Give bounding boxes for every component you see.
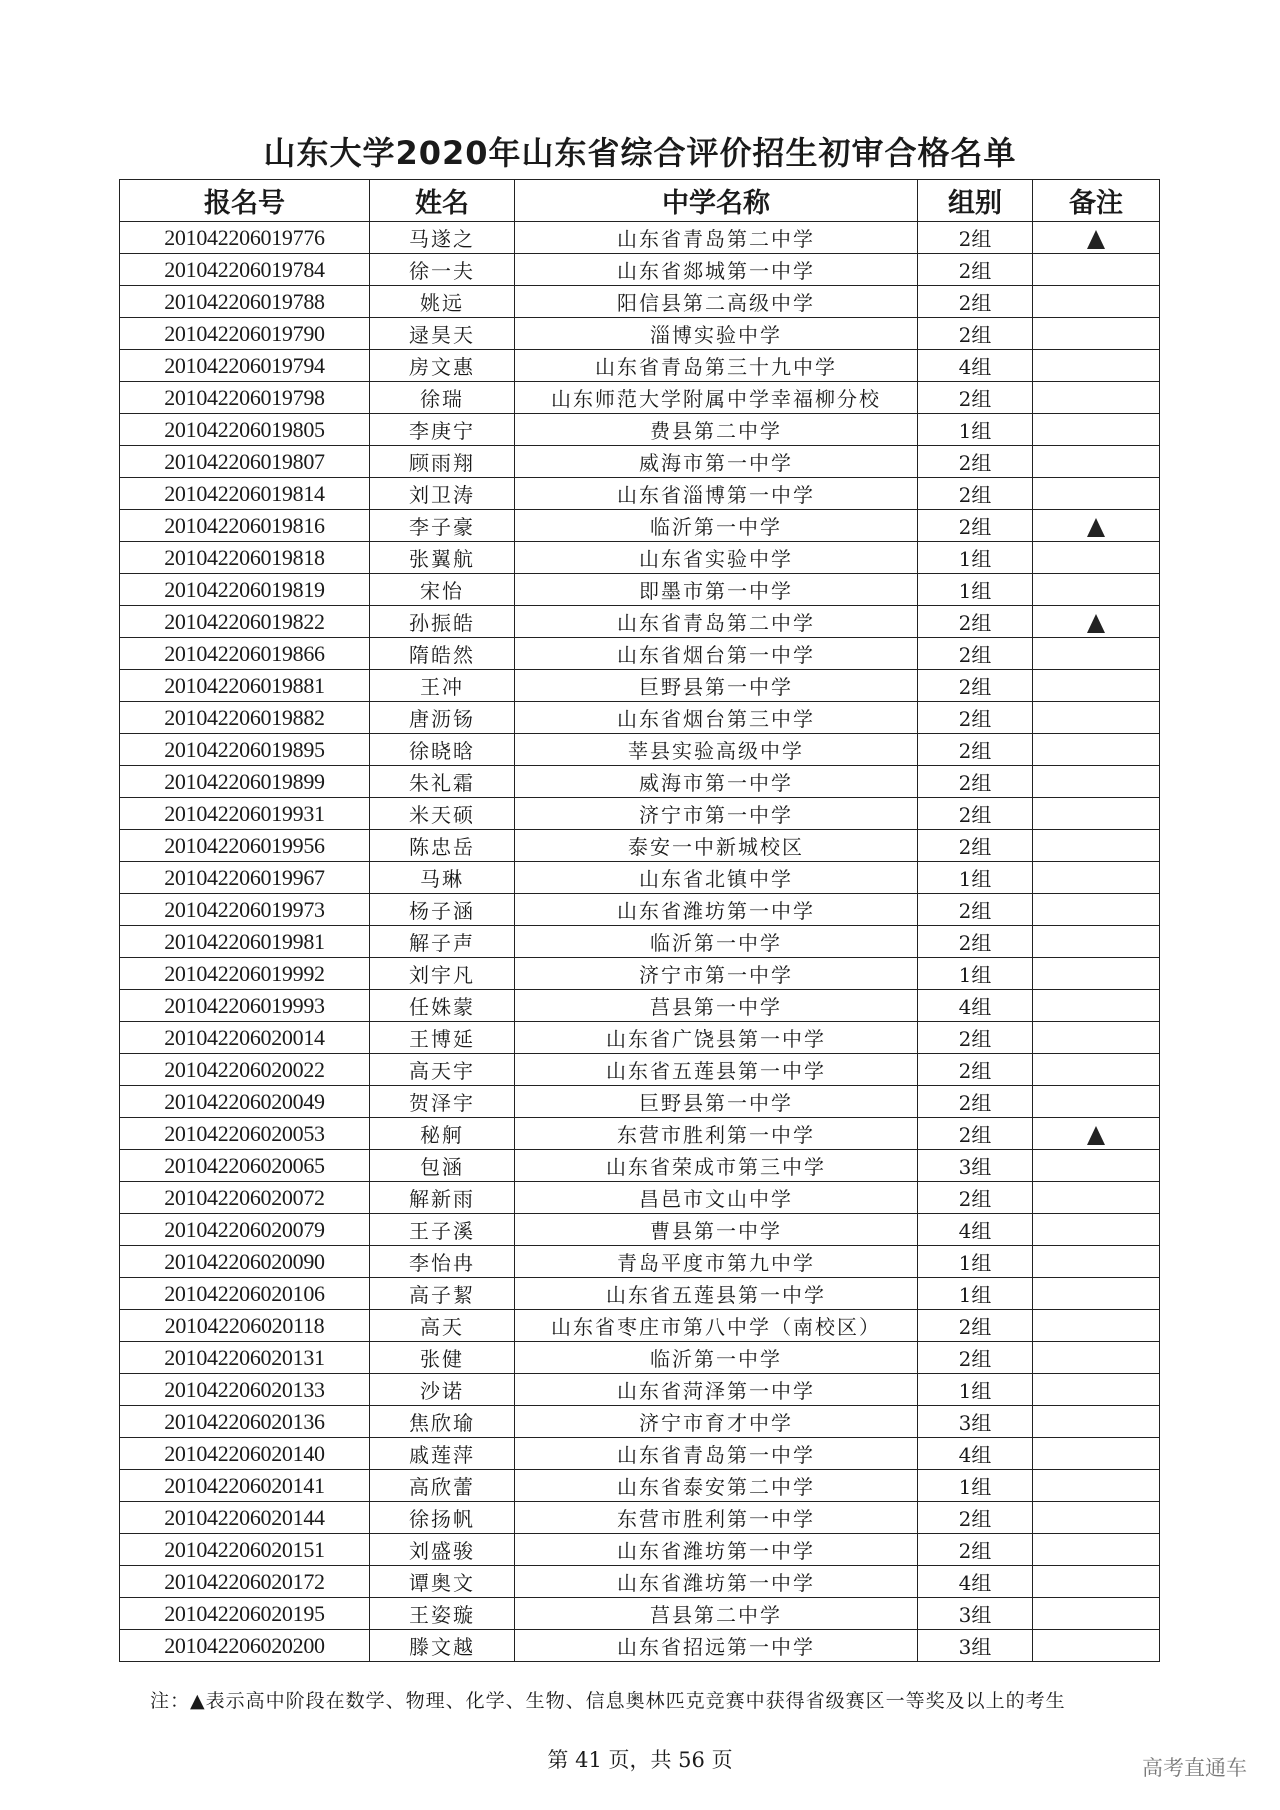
remark-cell (1033, 990, 1160, 1022)
remark-cell (1033, 1246, 1160, 1278)
school-cell: 即墨市第一中学 (515, 574, 918, 606)
group-cell: 2组 (918, 478, 1033, 510)
school-cell: 山东省烟台第三中学 (515, 702, 918, 734)
school-cell: 山东省五莲县第一中学 (515, 1054, 918, 1086)
registration-number-cell: 201042206020131 (120, 1342, 370, 1374)
school-cell: 山东省郯城第一中学 (515, 254, 918, 286)
registration-number-cell: 201042206019895 (120, 734, 370, 766)
name-cell: 高天 (370, 1310, 515, 1342)
remark-cell (1033, 638, 1160, 670)
group-cell: 1组 (918, 414, 1033, 446)
remark-cell (1033, 414, 1160, 446)
group-cell: 1组 (918, 574, 1033, 606)
remark-cell (1033, 318, 1160, 350)
remark-cell (1033, 1566, 1160, 1598)
registration-number-cell: 201042206019992 (120, 958, 370, 990)
school-cell: 山东省实验中学 (515, 542, 918, 574)
group-cell: 3组 (918, 1406, 1033, 1438)
group-cell: 2组 (918, 382, 1033, 414)
remark-cell (1033, 926, 1160, 958)
remark-cell (1033, 1182, 1160, 1214)
remark-cell (1033, 734, 1160, 766)
registration-number-cell: 201042206019807 (120, 446, 370, 478)
registration-number-cell: 201042206019819 (120, 574, 370, 606)
school-cell: 山东省潍坊第一中学 (515, 1534, 918, 1566)
group-cell: 2组 (918, 1342, 1033, 1374)
table-row (120, 1630, 1160, 1662)
group-cell: 1组 (918, 1246, 1033, 1278)
group-cell: 1组 (918, 1278, 1033, 1310)
group-cell: 2组 (918, 510, 1033, 542)
group-cell: 2组 (918, 798, 1033, 830)
table-row (120, 894, 1160, 926)
table-row (120, 670, 1160, 702)
registration-number-cell: 201042206019882 (120, 702, 370, 734)
registration-number-cell: 201042206019822 (120, 606, 370, 638)
name-cell: 姚远 (370, 286, 515, 318)
school-cell: 济宁市育才中学 (515, 1406, 918, 1438)
registration-number-cell: 201042206020195 (120, 1598, 370, 1630)
school-cell: 山东省青岛第二中学 (515, 222, 918, 254)
remark-cell (1033, 350, 1160, 382)
group-cell: 2组 (918, 926, 1033, 958)
remark-cell (1033, 574, 1160, 606)
name-cell: 解新雨 (370, 1182, 515, 1214)
school-cell: 临沂第一中学 (515, 510, 918, 542)
remark-cell (1033, 830, 1160, 862)
group-cell: 2组 (918, 830, 1033, 862)
group-cell: 4组 (918, 1214, 1033, 1246)
table-row (120, 766, 1160, 798)
document-title: 山东大学2020年山东省综合评价招生初审合格名单 (263, 134, 1017, 172)
name-cell: 刘宇凡 (370, 958, 515, 990)
registration-number-cell: 201042206020140 (120, 1438, 370, 1470)
award-triangle-icon (1087, 614, 1105, 633)
name-cell: 徐晓晗 (370, 734, 515, 766)
school-cell: 山东省广饶县第一中学 (515, 1022, 918, 1054)
group-cell: 4组 (918, 990, 1033, 1022)
name-cell: 张健 (370, 1342, 515, 1374)
name-cell: 徐瑞 (370, 382, 515, 414)
name-cell: 宋怡 (370, 574, 515, 606)
school-cell: 山东省菏泽第一中学 (515, 1374, 918, 1406)
remark-cell (1033, 1054, 1160, 1086)
school-cell: 山东省青岛第三十九中学 (515, 350, 918, 382)
registration-number-cell: 201042206020065 (120, 1150, 370, 1182)
remark-cell (1033, 670, 1160, 702)
name-cell: 谭奥文 (370, 1566, 515, 1598)
name-cell: 解子声 (370, 926, 515, 958)
remark-cell (1033, 542, 1160, 574)
school-cell: 昌邑市文山中学 (515, 1182, 918, 1214)
watermark: 高考直通车 (1142, 1756, 1247, 1780)
school-cell: 巨野县第一中学 (515, 670, 918, 702)
remark-cell (1033, 1502, 1160, 1534)
remark-cell (1033, 382, 1160, 414)
registration-number-cell: 201042206020133 (120, 1374, 370, 1406)
table-row (120, 446, 1160, 478)
name-cell: 沙诺 (370, 1374, 515, 1406)
group-cell: 2组 (918, 670, 1033, 702)
school-cell: 巨野县第一中学 (515, 1086, 918, 1118)
table-row (120, 1086, 1160, 1118)
group-cell: 2组 (918, 1054, 1033, 1086)
school-cell: 莒县第二中学 (515, 1598, 918, 1630)
registration-number-cell: 201042206020090 (120, 1246, 370, 1278)
registration-number-cell: 201042206020106 (120, 1278, 370, 1310)
group-cell: 3组 (918, 1598, 1033, 1630)
remark-cell (1033, 958, 1160, 990)
school-cell: 山东省荣成市第三中学 (515, 1150, 918, 1182)
table-row (120, 1054, 1160, 1086)
name-cell: 高欣蕾 (370, 1470, 515, 1502)
name-cell: 隋皓然 (370, 638, 515, 670)
registration-number-cell: 201042206019866 (120, 638, 370, 670)
group-cell: 1组 (918, 862, 1033, 894)
table-row (120, 1022, 1160, 1054)
school-cell: 临沂第一中学 (515, 1342, 918, 1374)
name-cell: 包涵 (370, 1150, 515, 1182)
table-row (120, 510, 1160, 542)
name-cell: 马遂之 (370, 222, 515, 254)
name-cell: 顾雨翔 (370, 446, 515, 478)
remark-cell (1033, 1118, 1160, 1150)
remark-cell (1033, 1406, 1160, 1438)
table-row (120, 318, 1160, 350)
registration-number-cell: 201042206020053 (120, 1118, 370, 1150)
table-row (120, 1534, 1160, 1566)
group-cell: 2组 (918, 1534, 1033, 1566)
name-cell: 米天硕 (370, 798, 515, 830)
name-cell: 刘盛骏 (370, 1534, 515, 1566)
table-row (120, 606, 1160, 638)
group-cell: 2组 (918, 1086, 1033, 1118)
remark-cell (1033, 286, 1160, 318)
registration-number-cell: 201042206019816 (120, 510, 370, 542)
school-cell: 阳信县第二高级中学 (515, 286, 918, 318)
award-triangle-icon (1087, 1126, 1105, 1145)
name-cell: 秘舸 (370, 1118, 515, 1150)
group-cell: 2组 (918, 222, 1033, 254)
table-row (120, 478, 1160, 510)
group-cell: 2组 (918, 1022, 1033, 1054)
registration-number-cell: 201042206020079 (120, 1214, 370, 1246)
name-cell: 张翼航 (370, 542, 515, 574)
remark-cell (1033, 766, 1160, 798)
group-cell: 2组 (918, 286, 1033, 318)
remark-cell (1033, 1310, 1160, 1342)
registration-number-cell: 201042206019818 (120, 542, 370, 574)
remark-cell (1033, 702, 1160, 734)
registration-number-cell: 201042206020072 (120, 1182, 370, 1214)
group-cell: 2组 (918, 446, 1033, 478)
name-cell: 贺泽宇 (370, 1086, 515, 1118)
school-cell: 莒县第一中学 (515, 990, 918, 1022)
remark-cell (1033, 1630, 1160, 1662)
remark-cell (1033, 1150, 1160, 1182)
remark-cell (1033, 478, 1160, 510)
remark-cell (1033, 510, 1160, 542)
group-cell: 4组 (918, 350, 1033, 382)
registration-number-cell: 201042206020014 (120, 1022, 370, 1054)
registration-number-cell: 201042206019794 (120, 350, 370, 382)
registration-number-cell: 201042206019805 (120, 414, 370, 446)
table-row (120, 1182, 1160, 1214)
table-row (120, 1598, 1160, 1630)
group-cell: 2组 (918, 606, 1033, 638)
group-cell: 4组 (918, 1566, 1033, 1598)
table-row (120, 542, 1160, 574)
name-cell: 王子溪 (370, 1214, 515, 1246)
registration-number-cell: 201042206019956 (120, 830, 370, 862)
remark-cell (1033, 1214, 1160, 1246)
group-cell: 2组 (918, 894, 1033, 926)
name-cell: 唐沥钖 (370, 702, 515, 734)
table-row (120, 414, 1160, 446)
header-name: 姓名 (370, 180, 515, 222)
registration-number-cell: 201042206020200 (120, 1630, 370, 1662)
school-cell: 莘县实验高级中学 (515, 734, 918, 766)
admission-list-table (119, 179, 1160, 1662)
group-cell: 2组 (918, 1502, 1033, 1534)
school-cell: 山东省北镇中学 (515, 862, 918, 894)
page-number: 第 41 页，共 56 页 (547, 1748, 733, 1772)
award-triangle-icon (1087, 518, 1105, 537)
registration-number-cell: 201042206019899 (120, 766, 370, 798)
registration-number-cell: 201042206019973 (120, 894, 370, 926)
school-cell: 费县第二中学 (515, 414, 918, 446)
registration-number-cell: 201042206019798 (120, 382, 370, 414)
group-cell: 2组 (918, 734, 1033, 766)
group-cell: 2组 (918, 702, 1033, 734)
header-remarks: 备注 (1033, 180, 1160, 222)
table-row (120, 254, 1160, 286)
table-header-row (120, 180, 1160, 222)
name-cell: 徐扬帆 (370, 1502, 515, 1534)
registration-number-cell: 201042206020022 (120, 1054, 370, 1086)
remark-cell (1033, 1022, 1160, 1054)
school-cell: 山东省枣庄市第八中学（南校区） (515, 1310, 918, 1342)
remark-cell (1033, 606, 1160, 638)
table-row (120, 1150, 1160, 1182)
group-cell: 2组 (918, 638, 1033, 670)
remark-cell (1033, 1374, 1160, 1406)
school-cell: 青岛平度市第九中学 (515, 1246, 918, 1278)
table-row (120, 798, 1160, 830)
remark-cell (1033, 1470, 1160, 1502)
remark-cell (1033, 1278, 1160, 1310)
table-body (120, 222, 1160, 1662)
group-cell: 2组 (918, 318, 1033, 350)
school-cell: 山东省潍坊第一中学 (515, 1566, 918, 1598)
award-triangle-icon (1087, 230, 1105, 249)
group-cell: 4组 (918, 1438, 1033, 1470)
name-cell: 逯昊天 (370, 318, 515, 350)
table-row (120, 990, 1160, 1022)
table-row (120, 1118, 1160, 1150)
remark-cell (1033, 1598, 1160, 1630)
name-cell: 孙振皓 (370, 606, 515, 638)
school-cell: 济宁市第一中学 (515, 798, 918, 830)
school-cell: 济宁市第一中学 (515, 958, 918, 990)
table-row (120, 734, 1160, 766)
registration-number-cell: 201042206019981 (120, 926, 370, 958)
school-cell: 山东省五莲县第一中学 (515, 1278, 918, 1310)
group-cell: 2组 (918, 1118, 1033, 1150)
registration-number-cell: 201042206019931 (120, 798, 370, 830)
name-cell: 马琳 (370, 862, 515, 894)
remark-cell (1033, 1342, 1160, 1374)
school-cell: 曹县第一中学 (515, 1214, 918, 1246)
registration-number-cell: 201042206019788 (120, 286, 370, 318)
school-cell: 临沂第一中学 (515, 926, 918, 958)
table-row (120, 958, 1160, 990)
group-cell: 1组 (918, 1374, 1033, 1406)
table-row (120, 1470, 1160, 1502)
table-row (120, 1342, 1160, 1374)
group-cell: 3组 (918, 1150, 1033, 1182)
table-row (120, 830, 1160, 862)
group-cell: 2组 (918, 1182, 1033, 1214)
school-cell: 山东省潍坊第一中学 (515, 894, 918, 926)
header-registration-number: 报名号 (120, 180, 370, 222)
remark-cell (1033, 1534, 1160, 1566)
group-cell: 1组 (918, 958, 1033, 990)
group-cell: 2组 (918, 254, 1033, 286)
registration-number-cell: 201042206020141 (120, 1470, 370, 1502)
registration-number-cell: 201042206019784 (120, 254, 370, 286)
header-group: 组别 (918, 180, 1033, 222)
header-school-name: 中学名称 (515, 180, 918, 222)
table-row (120, 638, 1160, 670)
school-cell: 威海市第一中学 (515, 446, 918, 478)
table-row (120, 1374, 1160, 1406)
table-row (120, 382, 1160, 414)
remark-cell (1033, 446, 1160, 478)
school-cell: 泰安一中新城校区 (515, 830, 918, 862)
school-cell: 山东师范大学附属中学幸福柳分校 (515, 382, 918, 414)
registration-number-cell: 201042206019967 (120, 862, 370, 894)
name-cell: 陈忠岳 (370, 830, 515, 862)
table-row (120, 926, 1160, 958)
registration-number-cell: 201042206020172 (120, 1566, 370, 1598)
school-cell: 东营市胜利第一中学 (515, 1118, 918, 1150)
table-row (120, 350, 1160, 382)
table-row (120, 1566, 1160, 1598)
table-row (120, 1310, 1160, 1342)
name-cell: 李子豪 (370, 510, 515, 542)
school-cell: 山东省青岛第二中学 (515, 606, 918, 638)
table-row (120, 1214, 1160, 1246)
registration-number-cell: 201042206019776 (120, 222, 370, 254)
school-cell: 威海市第一中学 (515, 766, 918, 798)
name-cell: 王博延 (370, 1022, 515, 1054)
footnote: 注：▲表示高中阶段在数学、物理、化学、生物、信息奥林匹克竞赛中获得省级赛区一等奖及以上的考生 (150, 1690, 1066, 1712)
remark-cell (1033, 894, 1160, 926)
name-cell: 高子絜 (370, 1278, 515, 1310)
name-cell: 李庚宁 (370, 414, 515, 446)
group-cell: 1组 (918, 542, 1033, 574)
group-cell: 1组 (918, 1470, 1033, 1502)
registration-number-cell: 201042206020118 (120, 1310, 370, 1342)
name-cell: 高天宇 (370, 1054, 515, 1086)
registration-number-cell: 201042206019814 (120, 478, 370, 510)
name-cell: 滕文越 (370, 1630, 515, 1662)
registration-number-cell: 201042206020136 (120, 1406, 370, 1438)
group-cell: 2组 (918, 766, 1033, 798)
name-cell: 徐一夫 (370, 254, 515, 286)
remark-cell (1033, 1438, 1160, 1470)
group-cell: 3组 (918, 1630, 1033, 1662)
remark-cell (1033, 798, 1160, 830)
table-row (120, 1246, 1160, 1278)
name-cell: 朱礼霜 (370, 766, 515, 798)
school-cell: 山东省青岛第一中学 (515, 1438, 918, 1470)
table-row (120, 1406, 1160, 1438)
registration-number-cell: 201042206019790 (120, 318, 370, 350)
school-cell: 东营市胜利第一中学 (515, 1502, 918, 1534)
registration-number-cell: 201042206020049 (120, 1086, 370, 1118)
school-cell: 山东省招远第一中学 (515, 1630, 918, 1662)
table-row (120, 574, 1160, 606)
table-row (120, 222, 1160, 254)
school-cell: 山东省泰安第二中学 (515, 1470, 918, 1502)
table-row (120, 1438, 1160, 1470)
name-cell: 王姿璇 (370, 1598, 515, 1630)
school-cell: 山东省淄博第一中学 (515, 478, 918, 510)
remark-cell (1033, 862, 1160, 894)
name-cell: 焦欣瑜 (370, 1406, 515, 1438)
group-cell: 2组 (918, 1310, 1033, 1342)
table-row (120, 286, 1160, 318)
remark-cell (1033, 254, 1160, 286)
school-cell: 淄博实验中学 (515, 318, 918, 350)
school-cell: 山东省烟台第一中学 (515, 638, 918, 670)
name-cell: 李怡冉 (370, 1246, 515, 1278)
registration-number-cell: 201042206019881 (120, 670, 370, 702)
remark-cell (1033, 1086, 1160, 1118)
name-cell: 房文惠 (370, 350, 515, 382)
table-row (120, 862, 1160, 894)
table-row (120, 1278, 1160, 1310)
name-cell: 任姝蒙 (370, 990, 515, 1022)
name-cell: 王冲 (370, 670, 515, 702)
remark-cell (1033, 222, 1160, 254)
table-row (120, 1502, 1160, 1534)
name-cell: 戚莲萍 (370, 1438, 515, 1470)
registration-number-cell: 201042206019993 (120, 990, 370, 1022)
table-row (120, 702, 1160, 734)
registration-number-cell: 201042206020144 (120, 1502, 370, 1534)
registration-number-cell: 201042206020151 (120, 1534, 370, 1566)
name-cell: 刘卫涛 (370, 478, 515, 510)
name-cell: 杨子涵 (370, 894, 515, 926)
